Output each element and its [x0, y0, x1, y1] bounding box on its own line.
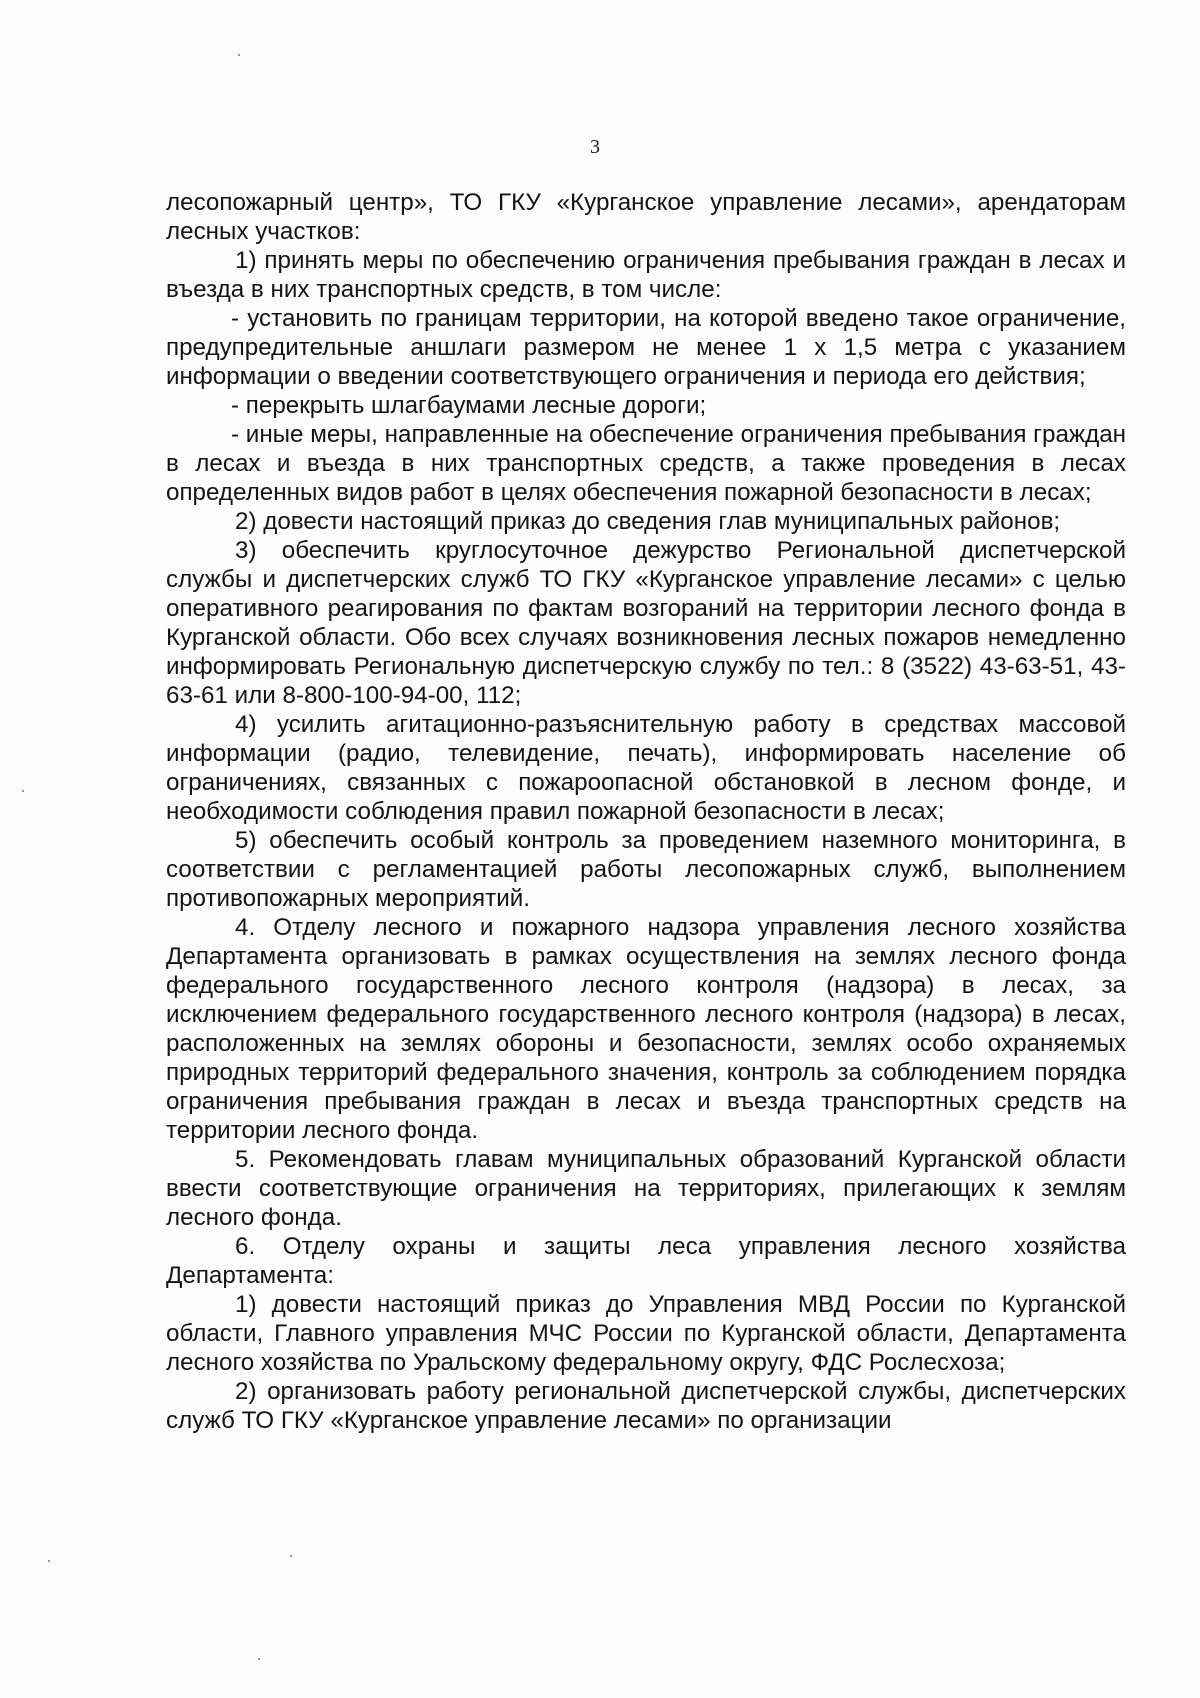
paragraph-section-4: 4. Отделу лесного и пожарного надзора управления лесного хозяйства Департамента организовать в рамках осуществления на землях лесного фонда федерального государственного лесного контроля (надзора) в лесах, за исключением федерального государственного лесного контроля (надзора) в лесах, расположенных на землях обороны и безопасности, землях особо охраняемых природных территорий федерального значения, контроль за соблюдением порядка ограничения пребывания граждан в лесах и въезда транспортных средств на территории лесного фонда. — [166, 914, 1126, 1144]
paragraph-section-6: 6. Отделу охраны и защиты леса управления лесного хозяйства Департамента: — [166, 1233, 1126, 1289]
paragraph-item-1: 1) принять меры по обеспечению ограничения пребывания граждан в лесах и въезда в них транспортных средств, в том числе: — [166, 247, 1126, 303]
page-number: 3 — [590, 136, 600, 158]
paragraph-dash-3: - иные меры, направленные на обеспечение ограничения пребывания граждан в лесах и въезда в них транспортных средств, а также проведения в лесах определенных видов работ в целях обеспечения пожарной безопасности в лесах; — [166, 421, 1126, 506]
paragraph-dash-1: - установить по границам территории, на которой введено такое ограничение, предупредительные аншлаги размером не менее 1 х 1,5 метра с указанием информации о введении соответствующего ограничения и периода его действия; — [166, 305, 1126, 390]
paragraph-item-5: 5) обеспечить особый контроль за проведением наземного мониторинга, в соответствии с регламентацией работы лесопожарных служб, выполнением противопожарных мероприятий. — [166, 827, 1126, 912]
paragraph-section-6-item-1: 1) довести настоящий приказ до Управления МВД России по Курганской области, Главного управления МЧС России по Курганской области, Департамента лесного хозяйства по Уральскому федеральному округу, ФДС Рослесхоза; — [166, 1291, 1126, 1376]
paragraph-item-4: 4) усилить агитационно-разъяснительную работу в средствах массовой информации (радио, телевидение, печать), информировать население об ограничениях, связанных с пожароопасной обстановкой в лесном фонде, и необходимости соблюдения правил пожарной безопасности в лесах; — [166, 711, 1126, 825]
document-body — [166, 188, 1126, 1435]
paragraph-item-2: 2) довести настоящий приказ до сведения глав муниципальных районов; — [235, 508, 1061, 535]
scan-speck — [48, 1560, 50, 1562]
paragraph-dash-2: - перекрыть шлагбаумами лесные дороги; — [231, 392, 707, 419]
scan-speck — [258, 1658, 260, 1660]
paragraph-section-5: 5. Рекомендовать главам муниципальных образований Курганской области ввести соответствующие ограничения на территориях, прилегающих к землям лесного фонда. — [166, 1146, 1126, 1231]
paragraph-section-6-item-2: 2) организовать работу региональной диспетчерской службы, диспетчерских служб ТО ГКУ «Курганское управление лесами» по организации — [166, 1378, 1126, 1434]
paragraph-item-3: 3) обеспечить круглосуточное дежурство Региональной диспетчерской службы и диспетчерских служб ТО ГКУ «Курганское управление лесами» с целью оперативного реагирования по фактам возгораний на территории лесного фонда в Курганской области. Обо всех случаях возникновения лесных пожаров немедленно информировать Региональную диспетчерскую службу по тел.: 8 (3522) 43-63-51, 43-63-61 или 8-800-100-94-00, 112; — [166, 537, 1126, 709]
scan-speck — [290, 1555, 292, 1557]
scan-speck — [238, 54, 240, 56]
scan-speck — [22, 790, 24, 792]
paragraph-continuation: лесопожарный центр», ТО ГКУ «Курганское управление лесами», арендаторам лесных участков: — [166, 189, 1126, 245]
